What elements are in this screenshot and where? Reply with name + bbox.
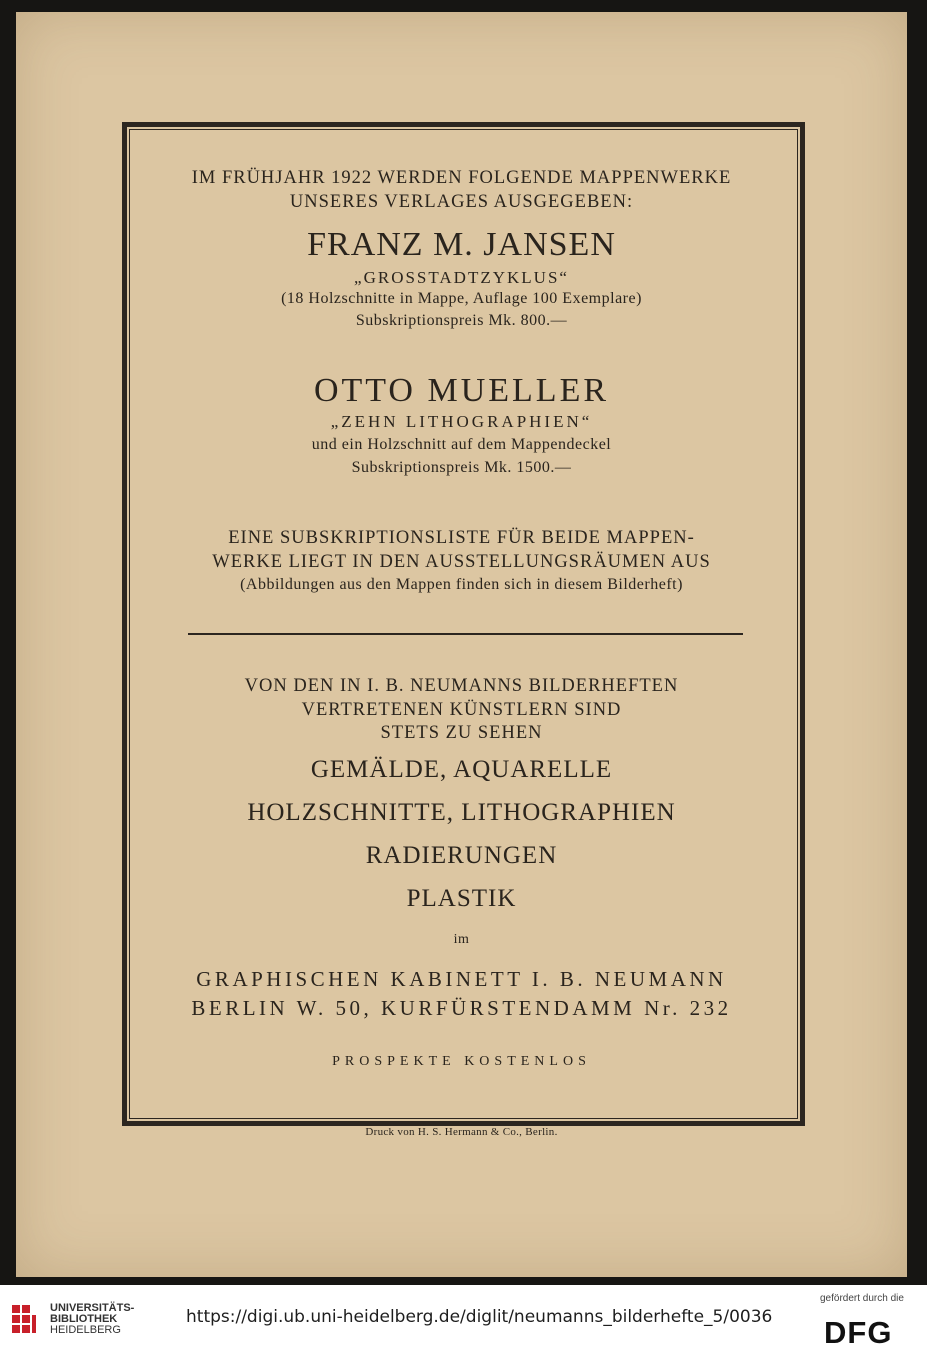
works-line-3: RADIERUNGEN — [365, 842, 558, 869]
artist1-details: (18 Holzschnitte in Mappe, Auflage 100 Exemplare) — [281, 290, 642, 307]
dfg-logo[interactable]: DFG — [824, 1315, 893, 1350]
intro-line-2: UNSERES VERLAGES AUSGEGEBEN: — [289, 192, 634, 212]
intro-line-1: IM FRÜHJAHR 1922 WERDEN FOLGENDE MAPPENWERKE — [191, 168, 732, 188]
subscription-note: (Abbildungen aus den Mappen finden sich in diesem Bilderheft) — [240, 576, 683, 593]
artists-line-1: VON DEN IN I. B. NEUMANNS BILDERHEFTEN — [244, 676, 679, 696]
subscription-line-2: WERKE LIEGT IN DEN AUSSTELLUNGSRÄUMEN AUS — [212, 552, 711, 572]
im-text: im — [453, 932, 470, 947]
prospekte-text: PROSPEKTE KOSTENLOS — [332, 1054, 591, 1069]
artists-line-2: VERTRETENEN KÜNSTLERN SIND — [301, 700, 622, 720]
artist2-details: und ein Holzschnitt auf dem Mappendeckel — [311, 436, 612, 453]
footer-bar — [0, 1285, 927, 1359]
artist2-title: „ZEHN LITHOGRAPHIEN“ — [330, 412, 593, 431]
permalink-url[interactable]: https://digi.ub.uni-heidelberg.de/diglit/neumanns_bilderhefte_5/0036 — [186, 1307, 773, 1327]
library-name-line-3: HEIDELBERG — [50, 1324, 121, 1336]
subscription-line-1: EINE SUBSKRIPTIONSLISTE FÜR BEIDE MAPPEN- — [228, 528, 695, 548]
artist1-name: FRANZ M. JANSEN — [307, 226, 616, 263]
artist2-price: Subskriptionspreis Mk. 1500.— — [351, 459, 572, 476]
works-line-1: GEMÄLDE, AQUARELLE — [310, 756, 613, 783]
artists-line-3: STETS ZU SEHEN — [380, 723, 543, 743]
artist1-price: Subskriptionspreis Mk. 800.— — [355, 312, 568, 329]
funded-by-label: gefördert durch die — [820, 1293, 904, 1304]
works-line-2: HOLZSCHNITTE, LITHOGRAPHIEN — [247, 799, 676, 826]
library-name-line-2: BIBLIOTHEK — [50, 1313, 118, 1325]
divider-line — [188, 633, 743, 635]
works-line-4: PLASTIK — [406, 885, 517, 912]
printer-credit: Druck von H. S. Hermann & Co., Berlin. — [365, 1126, 558, 1138]
gallery-line-2: BERLIN W. 50, KURFÜRSTENDAMM Nr. 232 — [191, 996, 732, 1020]
document-page — [16, 12, 907, 1277]
artist2-name: OTTO MUELLER — [313, 372, 610, 409]
university-logo-icon[interactable] — [10, 1303, 38, 1339]
library-name-line-1: UNIVERSITÄTS- — [50, 1302, 135, 1314]
gallery-line-1: GRAPHISCHEN KABINETT I. B. NEUMANN — [196, 967, 727, 991]
artist1-title: „GROSSTADTZYKLUS“ — [354, 268, 569, 287]
